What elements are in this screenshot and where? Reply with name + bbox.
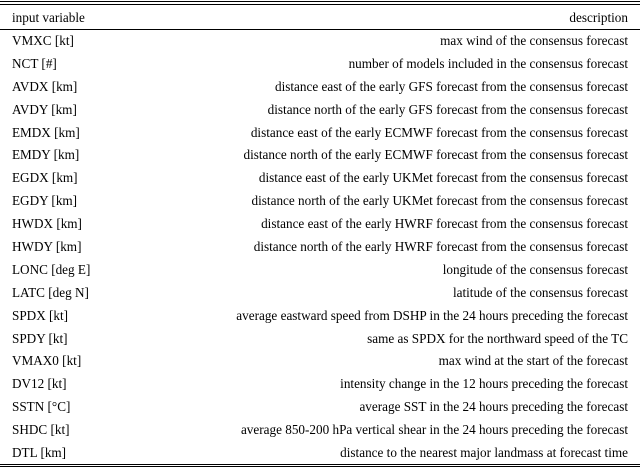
variable-cell: SPDY [kt] xyxy=(12,330,68,346)
table-row xyxy=(0,419,640,442)
variable-cell: LATC [deg N] xyxy=(12,284,89,300)
description-cell: distance north of the early UKMet forecast from the consensus forecast xyxy=(251,193,628,209)
table-row xyxy=(0,282,640,305)
variable-cell: SSTN [°C] xyxy=(12,399,71,415)
table-row xyxy=(0,259,640,282)
description-cell: max wind of the consensus forecast xyxy=(440,33,628,48)
description-cell: distance east of the early HWRF forecast from the consensus forecast xyxy=(261,216,628,232)
table-row xyxy=(0,144,640,167)
table-row xyxy=(0,76,640,99)
variable-cell: HWDX [km] xyxy=(12,216,82,232)
variable-cell: NCT [#] xyxy=(12,55,57,71)
header-description: description xyxy=(569,10,628,25)
description-cell: distance east of the early ECMWF forecast from the consensus forecast xyxy=(250,124,628,140)
table-row xyxy=(0,213,640,236)
table-row xyxy=(0,53,640,76)
table-row xyxy=(0,30,640,53)
description-cell: average eastward speed from DSHP in the 24 hours preceding the forecast xyxy=(236,307,628,323)
variable-cell: DTL [km] xyxy=(12,445,67,461)
description-cell: intensity change in the 12 hours preceding the forecast xyxy=(340,376,628,392)
description-cell: distance east of the early UKMet forecast from the consensus forecast xyxy=(258,170,628,186)
variable-cell: LONC [deg E] xyxy=(12,261,91,277)
table-body xyxy=(0,30,640,465)
table-row xyxy=(0,122,640,145)
variable-cell: AVDX [km] xyxy=(12,78,78,94)
description-cell: longitude of the consensus forecast xyxy=(442,261,628,277)
description-cell: number of models included in the consensus forecast xyxy=(348,55,628,71)
table-row xyxy=(0,373,640,396)
table-row xyxy=(0,167,640,190)
variable-cell: EMDY [km] xyxy=(12,147,80,163)
variable-cell: AVDY [km] xyxy=(12,101,77,117)
variable-cell: VMXC [kt] xyxy=(12,33,74,48)
description-cell: average 850-200 hPa vertical shear in the 24 hours preceding the forecast xyxy=(240,422,628,438)
variable-cell: EGDY [km] xyxy=(12,193,78,209)
description-cell: max wind at the start of the forecast xyxy=(438,353,628,369)
top-rule-inner xyxy=(0,4,640,5)
description-cell: distance to the nearest major landmass at forecast time xyxy=(340,445,628,461)
top-rule xyxy=(0,1,640,2)
description-cell: distance north of the early GFS forecast from the consensus forecast xyxy=(267,101,628,117)
description-cell: same as SPDX for the northward speed of the TC xyxy=(367,330,628,346)
variable-cell: SHDC [kt] xyxy=(12,422,70,438)
table-row xyxy=(0,236,640,259)
variable-cell: HWDY [km] xyxy=(12,239,82,255)
table-row xyxy=(0,305,640,328)
variable-cell: VMAX0 [kt] xyxy=(12,353,82,369)
table-row xyxy=(0,190,640,213)
bottom-rule-inner xyxy=(0,464,640,465)
description-cell: average SST in the 24 hours preceding the forecast xyxy=(359,399,628,415)
description-cell: distance north of the early HWRF forecast from the consensus forecast xyxy=(253,239,628,255)
table-row xyxy=(0,99,640,122)
table-row xyxy=(0,442,640,465)
table-header xyxy=(0,6,640,29)
variable-cell: SPDX [kt] xyxy=(12,307,69,323)
description-cell: distance east of the early GFS forecast from the consensus forecast xyxy=(274,78,628,94)
table-row xyxy=(0,350,640,373)
variable-cell: EMDX [km] xyxy=(12,124,80,140)
description-cell: distance north of the early ECMWF forecast from the consensus forecast xyxy=(243,147,628,163)
description-cell: latitude of the consensus forecast xyxy=(452,284,628,300)
variable-cell: EGDX [km] xyxy=(12,170,78,186)
variable-cell: DV12 [kt] xyxy=(12,376,67,392)
header-input-variable: input variable xyxy=(12,10,85,25)
table-row xyxy=(0,396,640,419)
table-row xyxy=(0,328,640,351)
